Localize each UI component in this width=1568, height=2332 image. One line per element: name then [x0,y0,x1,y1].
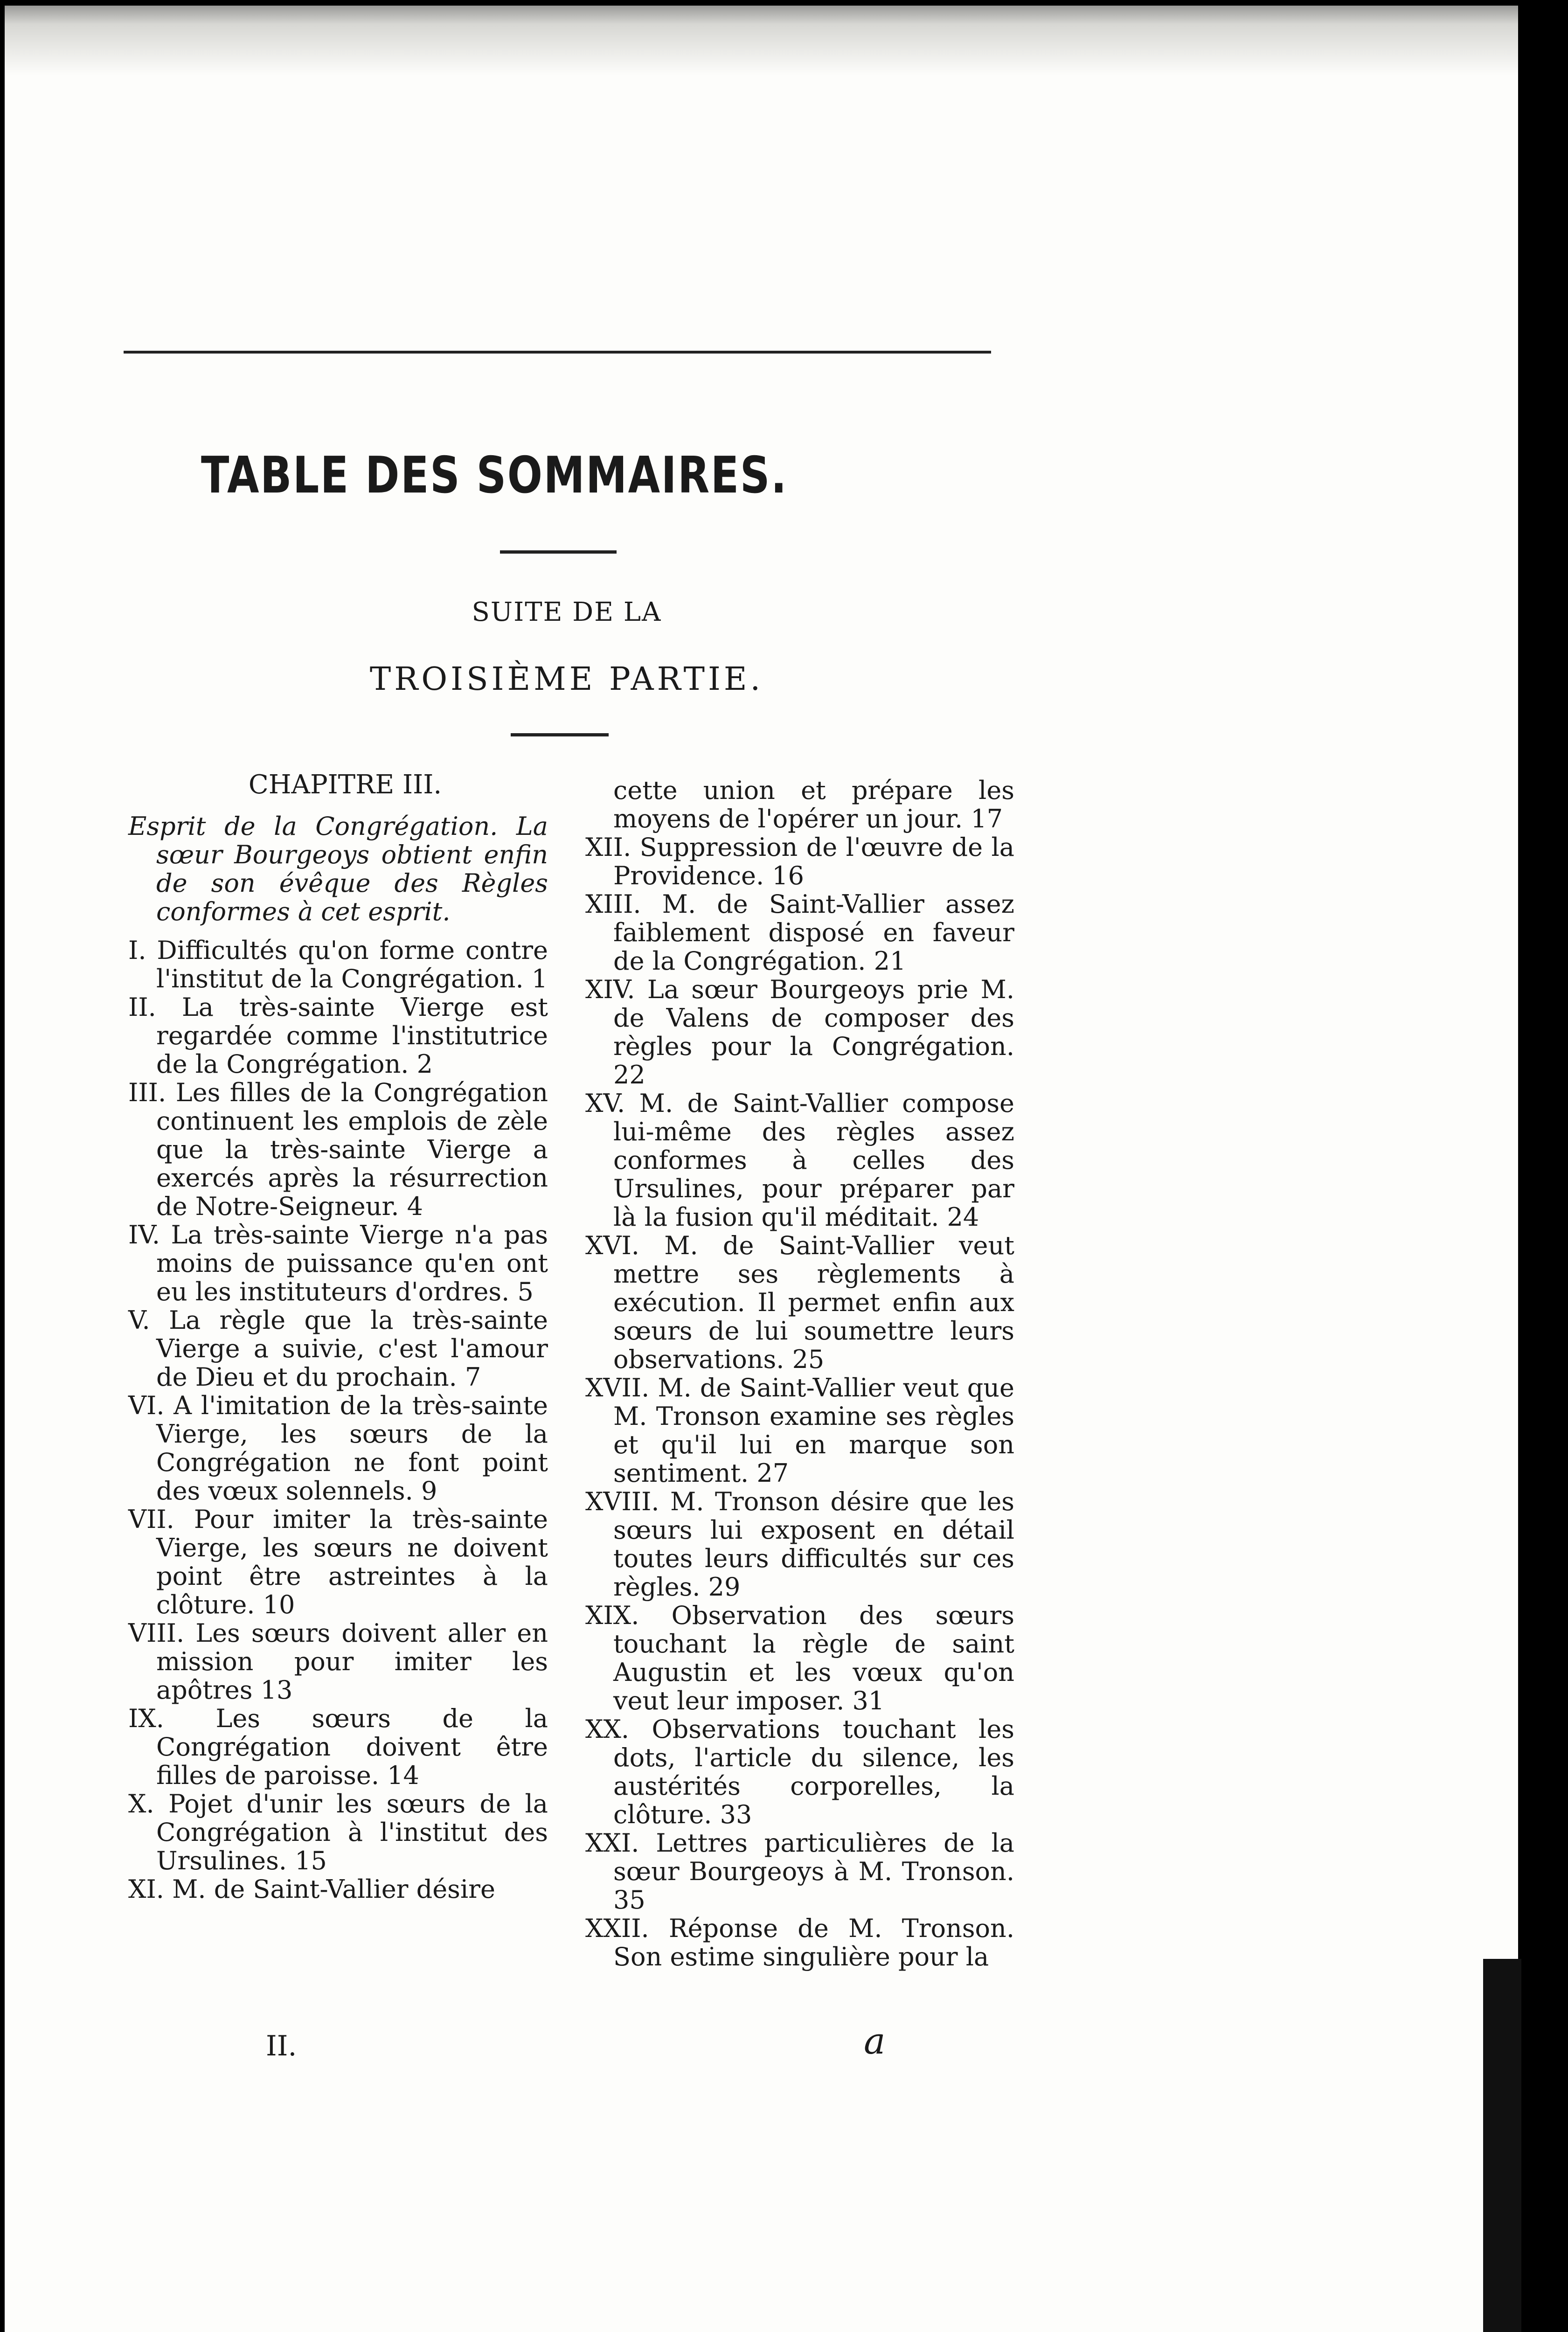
top-rule [124,351,991,354]
toc-entry: XV. M. de Saint-Vallier compose lui-même des règles assez conformes à celles des Ursulines, pour préparer par là la fusion qu'il méditait. 24 [585,1089,1014,1232]
toc-entry: XII. Suppression de l'œuvre de la Providence. 16 [585,833,1014,890]
toc-entry: XVIII. M. Tronson désire que les sœurs lui exposent en détail toutes leurs difficultés sur ces règles. 29 [585,1487,1014,1602]
toc-entry: XI. M. de Saint-Vallier désire [128,1874,495,1904]
page-title: TABLE DES SOMMAIRES. [201,446,788,505]
subtitle-suite: SUITE DE LA [472,597,662,627]
toc-entry: XIX. Observation des sœurs touchant la règle de saint Augustin et les vœux qu'on veut leur imposer. 31 [585,1601,1014,1715]
chapter-description: Esprit de la Congrégation. La sœur Bourgeoys obtient enfin de son évêque des Règles conformes à cet esprit. [128,812,548,926]
toc-entry: XIII. M. de Saint-Vallier assez faiblement disposé en faveur de la Congrégation. 21 [585,889,1014,976]
section-rule [511,733,609,736]
toc-entry: XVI. M. de Saint-Vallier veut mettre ses règlements à exécution. Il permet enfin aux sœurs de lui soumettre leurs observations. 25 [585,1231,1014,1374]
scan-shadow [5,6,1518,76]
page-sheet [5,6,1518,2332]
toc-entry: IV. La très-sainte Vierge n'a pas moins de puissance qu'en ont eu les instituteurs d'ordres. 5 [128,1220,548,1306]
toc-entry: X. Pojet d'unir les sœurs de la Congrégation à l'institut des Ursulines. 15 [128,1789,548,1875]
toc-entry: VII. Pour imiter la très-sainte Vierge, les sœurs ne doivent point être astreintes à la clôture. 10 [128,1505,548,1619]
toc-entry: VI. A l'imitation de la très-sainte Vierge, les sœurs de la Congrégation ne font point des vœux solennels. 9 [128,1391,548,1506]
toc-entry: III. Les filles de la Congrégation continuent les emplois de zèle que la très-sainte Vierge a exercés après la résurrection de Notre-Seigneur. 4 [128,1078,548,1221]
toc-entry: I. Difficultés qu'on forme contre l'institut de la Congrégation. 1 [128,936,548,993]
toc-entry: XVII. M. de Saint-Vallier veut que M. Tronson examine ses règles et qu'il lui en marque son sentiment. 27 [585,1373,1014,1488]
title-rule [500,550,617,554]
left-column [128,770,548,1903]
toc-entry: cette union et prépare les moyens de l'opérer un jour. 17 [613,776,1014,833]
scan-edge [1483,1959,1521,2332]
right-column [585,776,1014,1971]
toc-entry: XXI. Lettres particulières de la sœur Bourgeoys à M. Tronson. 35 [585,1828,1014,1915]
toc-entry: XXII. Réponse de M. Tronson. Son estime singulière pour la [585,1914,1014,1971]
toc-entry: V. La règle que la très-sainte Vierge a suivie, c'est l'amour de Dieu et du prochain. 7 [128,1305,548,1392]
toc-entry: II. La très-sainte Vierge est regardée comme l'institutrice de la Congrégation. 2 [128,992,548,1079]
toc-entry: VIII. Les sœurs doivent aller en mission pour imiter les apôtres 13 [128,1618,548,1705]
toc-entry: XX. Observations touchant les dots, l'article du silence, les austérités corporelles, la clôture. 33 [585,1714,1014,1829]
chapter-heading: CHAPITRE III. [248,770,442,800]
subtitle-partie: TROISIÈME PARTIE. [369,661,764,698]
toc-entry: XIV. La sœur Bourgeoys prie M. de Valens de composer des règles pour la Congrégation. 22 [585,975,1014,1090]
toc-entry: IX. Les sœurs de la Congrégation doivent être filles de paroisse. 14 [128,1704,548,1790]
signature-mark: II. [266,2030,297,2062]
sheet-letter: a [864,2020,886,2062]
